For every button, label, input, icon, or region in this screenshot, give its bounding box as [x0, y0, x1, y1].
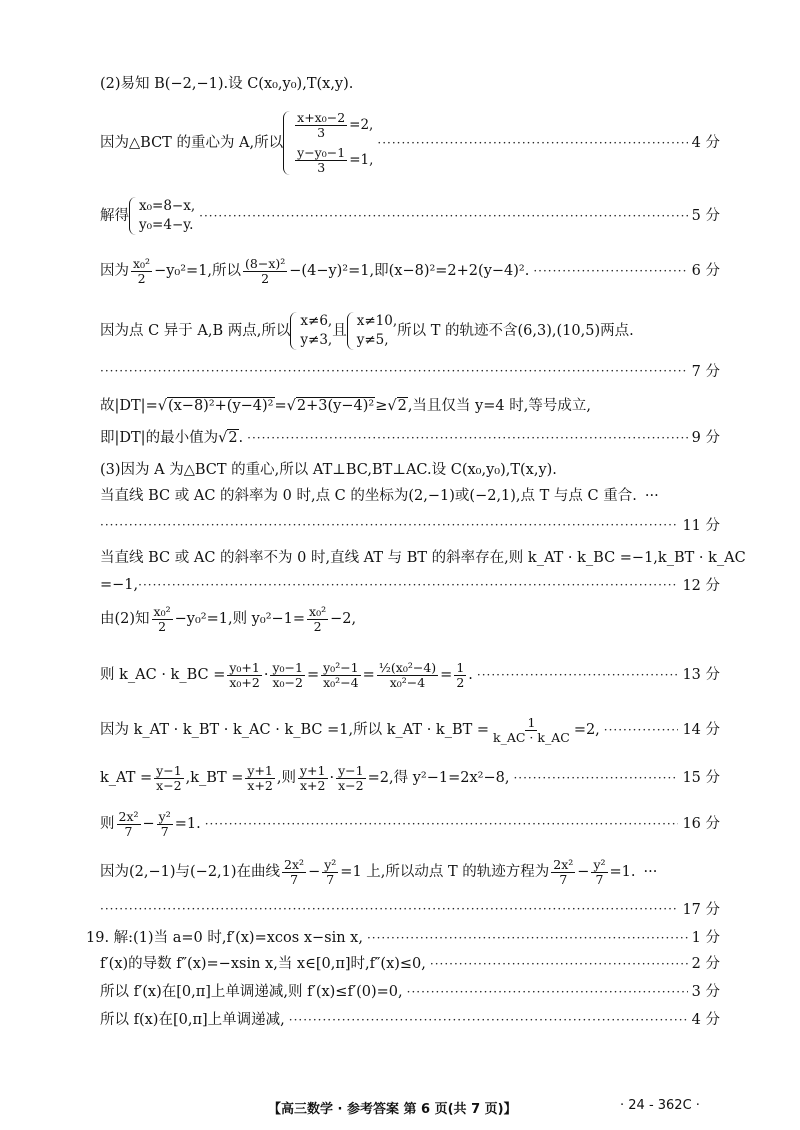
- frac-den: 2: [137, 270, 146, 286]
- score: 15 分: [682, 770, 720, 786]
- leader-dots: [199, 206, 688, 226]
- centroid-system-line: [100, 108, 720, 178]
- leader-dots: [367, 928, 688, 948]
- footer-code: · 24 - 362C ·: [620, 1098, 700, 1113]
- text: −: [577, 864, 590, 880]
- exclude-points-line: [100, 306, 720, 356]
- text: k_AT =: [100, 770, 153, 786]
- score: 17 分: [682, 902, 720, 918]
- text: 由(2)知: [100, 611, 150, 627]
- leader-dots: [205, 814, 679, 834]
- text: −(4−y)²=1,即(x−8)²=2+2(y−4)².: [289, 263, 530, 279]
- min-value-line: [100, 428, 720, 448]
- text: 因为点 C 异于 A,B 两点,所以: [100, 323, 291, 339]
- product-equals-two-line: [100, 712, 720, 748]
- score: 1 分: [691, 930, 720, 946]
- frac-num: 2x²: [118, 808, 139, 824]
- step-2-intro: [100, 74, 720, 94]
- frac-den: x−2: [338, 777, 364, 793]
- text: 因为△BCT 的重心为 A,所以: [100, 135, 284, 151]
- frac-den: x₀−2: [272, 674, 303, 690]
- brace: [129, 197, 136, 235]
- frac-den: k_AC · k_AC: [493, 729, 570, 745]
- score-line: [100, 898, 720, 919]
- slope-zero-line: [100, 486, 720, 506]
- frac-den: 2: [158, 618, 167, 634]
- text: 因为: [100, 263, 129, 279]
- text: =1,: [349, 152, 374, 168]
- text: x≠10,: [356, 313, 398, 329]
- solve-system-line: [100, 192, 720, 240]
- equation-system: [283, 111, 373, 175]
- frac-den: 7: [595, 871, 604, 887]
- frac-num: y₀−1: [272, 659, 303, 675]
- text: 即|DT|的最小值为√: [100, 430, 228, 446]
- score: 5 分: [691, 208, 720, 224]
- frac-den: x₀²−4: [323, 674, 359, 690]
- text: f′(x)的导数 f″(x)=−xsin x,当 x∈[0,π]时,f″(x)≤0,: [100, 956, 426, 972]
- score: 4 分: [691, 135, 720, 151]
- text: ·: [263, 667, 269, 683]
- text: 故|DT|=√: [100, 398, 167, 414]
- text: =2,: [573, 722, 600, 738]
- hyperbola-result-line: [100, 806, 720, 842]
- text: .: [468, 667, 473, 683]
- text: ,k_BT =: [185, 770, 244, 786]
- text: x≠6,: [300, 313, 333, 329]
- text: y≠3,: [300, 332, 333, 348]
- leader-dots: [100, 518, 678, 532]
- frac-num: x₀²: [133, 255, 151, 271]
- text: 则: [100, 816, 115, 832]
- leader-dots: [477, 665, 679, 685]
- equation-system: [129, 197, 195, 235]
- frac-num: y₀²−1: [323, 659, 359, 675]
- frac-den: x₀²−4: [389, 674, 426, 690]
- text: 所以 f(x)在[0,π]上单调递减,: [100, 1012, 285, 1028]
- frac-den: 7: [124, 823, 133, 839]
- trajectory-equation-line: [100, 854, 720, 890]
- frac-den: 2: [313, 618, 322, 634]
- score: 6 分: [691, 263, 720, 279]
- text: =−1,: [100, 576, 139, 593]
- frac-num: y−y₀−1: [297, 145, 346, 160]
- frac-num: x₀²: [153, 603, 171, 619]
- frac-num: 2x²: [284, 856, 305, 872]
- leader-dots: [100, 364, 688, 378]
- equation-system: [290, 312, 332, 350]
- frac-num: y−1: [156, 762, 182, 778]
- text: =: [306, 667, 320, 683]
- frac-den: 7: [326, 871, 335, 887]
- leader-dots: [604, 720, 679, 740]
- frac-num: y²: [324, 856, 337, 872]
- brace: [290, 312, 297, 350]
- text: x₀=8−x,: [139, 198, 196, 214]
- frac-num: 1: [456, 659, 465, 675]
- text: =1.: [609, 864, 636, 880]
- frac-den: 2: [456, 674, 465, 690]
- q19-step-2: [100, 954, 720, 974]
- frac-num: x₀²: [309, 603, 327, 619]
- frac-den: 3: [317, 125, 326, 140]
- frac-num: y²: [593, 856, 606, 872]
- frac-den: 7: [160, 823, 169, 839]
- score-line: [100, 360, 720, 381]
- leader-dots: [430, 954, 688, 974]
- score: 4 分: [691, 1012, 720, 1028]
- equation-system: [347, 312, 397, 350]
- frac-den: 7: [290, 871, 299, 887]
- text: =1 上,所以动点 T 的轨迹方程为: [340, 864, 550, 880]
- text: 因为 k_AT · k_BT · k_AC · k_BC =1,所以 k_AT · k_BT =: [100, 722, 490, 738]
- frac-den: 2: [261, 270, 270, 286]
- frac-den: x+2: [247, 777, 273, 793]
- leader-dots: [377, 133, 687, 153]
- frac-num: ½(x₀²−4): [378, 659, 437, 675]
- slope-product-line: [100, 650, 720, 700]
- text: −: [308, 864, 321, 880]
- leader-dots: [138, 578, 678, 592]
- frac-num: x+x₀−2: [297, 110, 346, 125]
- frac-den: x+2: [300, 777, 326, 793]
- score: 3 分: [691, 984, 720, 1000]
- frac-num: y₀+1: [229, 659, 260, 675]
- leader-dots: [407, 982, 688, 1002]
- score-line: [100, 514, 720, 535]
- score: 14 分: [682, 722, 720, 738]
- slopes-formula-line: [100, 760, 720, 796]
- step-3-intro: [100, 460, 720, 480]
- brace: [283, 111, 290, 175]
- text: =1.: [174, 816, 201, 832]
- text: 所以 f′(x)在[0,π]上单调递减,则 f′(x)≤f′(0)=0,: [100, 984, 403, 1000]
- frac-num: 2x²: [553, 856, 574, 872]
- leader-dots: [100, 902, 678, 916]
- frac-num: 1: [527, 714, 536, 730]
- frac-den: x−2: [156, 777, 182, 793]
- frac-num: y+1: [247, 762, 273, 778]
- score: 2 分: [691, 956, 720, 972]
- radicand: 2: [228, 430, 238, 446]
- score: 11 分: [682, 518, 720, 534]
- text: =2,: [349, 117, 374, 133]
- leader-dots: [247, 428, 688, 448]
- radicand: 2+3(y−4)²: [296, 398, 375, 414]
- text: =: [440, 667, 453, 683]
- score: 16 分: [682, 816, 720, 832]
- text: −: [142, 816, 155, 832]
- text: (2)易知 B(−2,−1).设 C(x₀,y₀),T(x,y).: [100, 76, 354, 92]
- text: ·: [329, 770, 335, 786]
- text: 19. 解:(1)当 a=0 时,f′(x)=xcos x−sin x,: [86, 930, 363, 946]
- text: =: [362, 667, 375, 683]
- frac-num: y+1: [300, 762, 326, 778]
- footer-page-info: 【高三数学 · 参考答案 第 6 页(共 7 页)】: [268, 1102, 517, 1117]
- q19-step-3: [100, 982, 720, 1002]
- text: 解得: [100, 208, 129, 224]
- text: y₀=4−y.: [139, 217, 194, 233]
- score: 7 分: [691, 364, 720, 380]
- substitute-line: [100, 254, 720, 288]
- frac-den: 3: [317, 160, 326, 175]
- score: 12 分: [682, 578, 720, 594]
- text: ,则: [276, 770, 296, 786]
- text: 当直线 BC 或 AC 的斜率不为 0 时,直线 AT 与 BT 的斜率存在,则 k_AT · k_BC =−1,k_BT · k_AC: [100, 550, 746, 566]
- frac-num: (8−x)²: [245, 255, 286, 271]
- text: −y₀²=1,则 y₀²−1=: [174, 611, 306, 627]
- text: −y₀²=1,所以: [154, 263, 242, 279]
- q19-step-4: [100, 1010, 720, 1030]
- slope-nonzero-line: [100, 548, 746, 568]
- leader-dots: [513, 768, 678, 788]
- text: ≥√: [375, 398, 397, 414]
- from-part2-line: [100, 602, 720, 636]
- frac-den: 7: [559, 871, 568, 887]
- score-line: [100, 574, 720, 595]
- text: −2,: [330, 611, 357, 627]
- text: 因为(2,−1)与(−2,1)在曲线: [100, 864, 281, 880]
- frac-num: y−1: [338, 762, 364, 778]
- frac-den: x₀+2: [229, 674, 260, 690]
- text: 且: [332, 323, 347, 339]
- text: (3)因为 A 为△BCT 的重心,所以 AT⊥BC,BT⊥AC.设 C(x₀,y₀),T(x,y).: [100, 462, 557, 478]
- leader-dots: [289, 1010, 688, 1030]
- score: 9 分: [691, 430, 720, 446]
- text: =√: [274, 398, 296, 414]
- score: 13 分: [682, 667, 720, 683]
- text: =2,得 y²−1=2x²−8,: [367, 770, 510, 786]
- text: y≠5,: [356, 332, 389, 348]
- brace: [347, 312, 354, 350]
- text: .: [238, 430, 244, 446]
- text: ···: [644, 488, 659, 504]
- radicand: (x−8)²+(y−4)²: [167, 398, 274, 414]
- text: 当直线 BC 或 AC 的斜率为 0 时,点 C 的坐标为(2,−1)或(−2,1),点 T 与点 C 重合.: [100, 488, 637, 504]
- q19-step-1: [86, 928, 720, 948]
- text: ,当且仅当 y=4 时,等号成立,: [407, 398, 591, 414]
- text: 则 k_AC · k_BC =: [100, 667, 226, 683]
- text: ···: [643, 864, 658, 880]
- frac-num: y²: [158, 808, 171, 824]
- distance-line: [100, 396, 720, 416]
- leader-dots: [533, 261, 687, 281]
- radicand: 2: [397, 398, 407, 414]
- text: 所以 T 的轨迹不含(6,3),(10,5)两点.: [397, 323, 634, 339]
